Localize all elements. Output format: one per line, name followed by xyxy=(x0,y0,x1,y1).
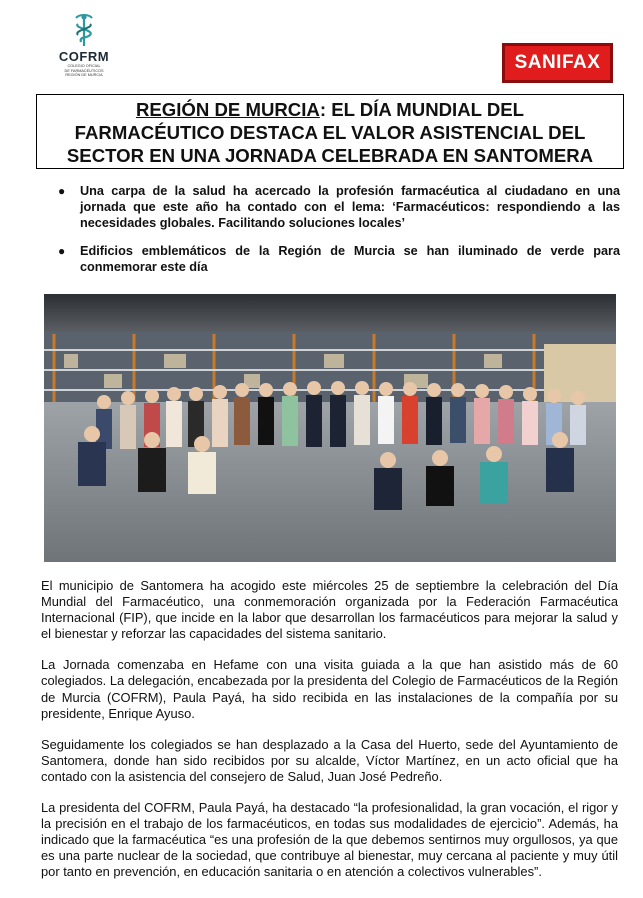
group-photo xyxy=(44,294,616,562)
headline-line-3: SECTOR EN UNA JORNADA CELEBRADA EN SANTOMERA xyxy=(66,145,594,166)
bullet-dot-icon: ● xyxy=(58,184,66,198)
summary-bullet xyxy=(58,243,620,275)
headline-line-2: FARMACÉUTICO DESTACA EL VALOR ASISTENCIAL DEL xyxy=(74,122,586,143)
group-photo-illustration xyxy=(44,294,616,562)
bullet-text: Edificios emblemáticos de la Región de Murcia se han iluminado de verde para conmemorar este día xyxy=(80,244,620,274)
article-paragraph: El municipio de Santomera ha acogido este miércoles 25 de septiembre la celebración del Día Mundial del Farmacéutico, una conmemoración organizada por la Federación Farmacéutica Internacional (FIP), que incide en la labor que desarrollan los farmacéuticos para mejorar la salud y el bienestar y reforzar las capacidades del sistema sanitario. xyxy=(41,578,618,642)
cofrm-logo xyxy=(48,12,120,78)
bullet-dot-icon: ● xyxy=(58,244,66,258)
article-body xyxy=(41,578,618,881)
sanifax-logo-text: SANIFAX xyxy=(514,52,601,73)
article-paragraph: La Jornada comenzaba en Hefame con una visita guiada a la que han asistido más de 60 colegiados. La delegación, encabezada por la presidenta del Colegio de Farmacéuticos de la Región de Murcia (COFRM), Paula Payá, ha sido recibida en las instalaciones de la compañía por su presidente, Enrique Ayuso. xyxy=(41,657,618,721)
cofrm-subtitle: COLEGIO OFICIAL DE FARMACÉUTICOS REGIÓN DE MURCIA xyxy=(64,64,104,78)
summary-bullets xyxy=(58,183,620,275)
sanifax-logo xyxy=(502,43,613,83)
article-paragraph: La presidenta del COFRM, Paula Payá, ha destacado “la profesionalidad, la gran vocación, el rigor y la precisión en el trabajo de los farmacéuticos, en todas sus modalidades de ejercicio”. Además, ha indicado que la farmacéutica “es una profesión de la que debemos sentirnos muy orgullosos, ya que es una parte nuclear de la sociedad, que contribuye al bienestar, muy cercana al paciente y muy útil por tanto en prevención, en educación sanitaria o en atención a colectivos vulnerables”. xyxy=(41,800,618,880)
bullet-text: Una carpa de la salud ha acercado la profesión farmacéutica al ciudadano en una jornada que este año ha contado con el lema: ‘Farmacéuticos: respondiendo a las necesidades globales. Facilitando soluciones locales’ xyxy=(80,184,620,230)
headline-lead: REGIÓN DE MURCIA xyxy=(135,99,320,120)
cofrm-name: COFRM xyxy=(58,49,110,64)
caduceus-icon xyxy=(67,12,101,48)
headline-line-1 xyxy=(43,98,617,121)
headline-line-1-rest: : EL DÍA MUNDIAL DEL xyxy=(319,99,525,120)
article-paragraph: Seguidamente los colegiados se han desplazado a la Casa del Huerto, sede del Ayuntamiento de Santomera, donde han sido recibidos por su alcalde, Víctor Martínez, en un acto oficial que ha contado con la asistencia del consejero de Salud, Juan José Pedreño. xyxy=(41,736,618,784)
document-header xyxy=(0,0,643,92)
headline-box xyxy=(36,94,624,169)
summary-bullet xyxy=(58,183,620,231)
